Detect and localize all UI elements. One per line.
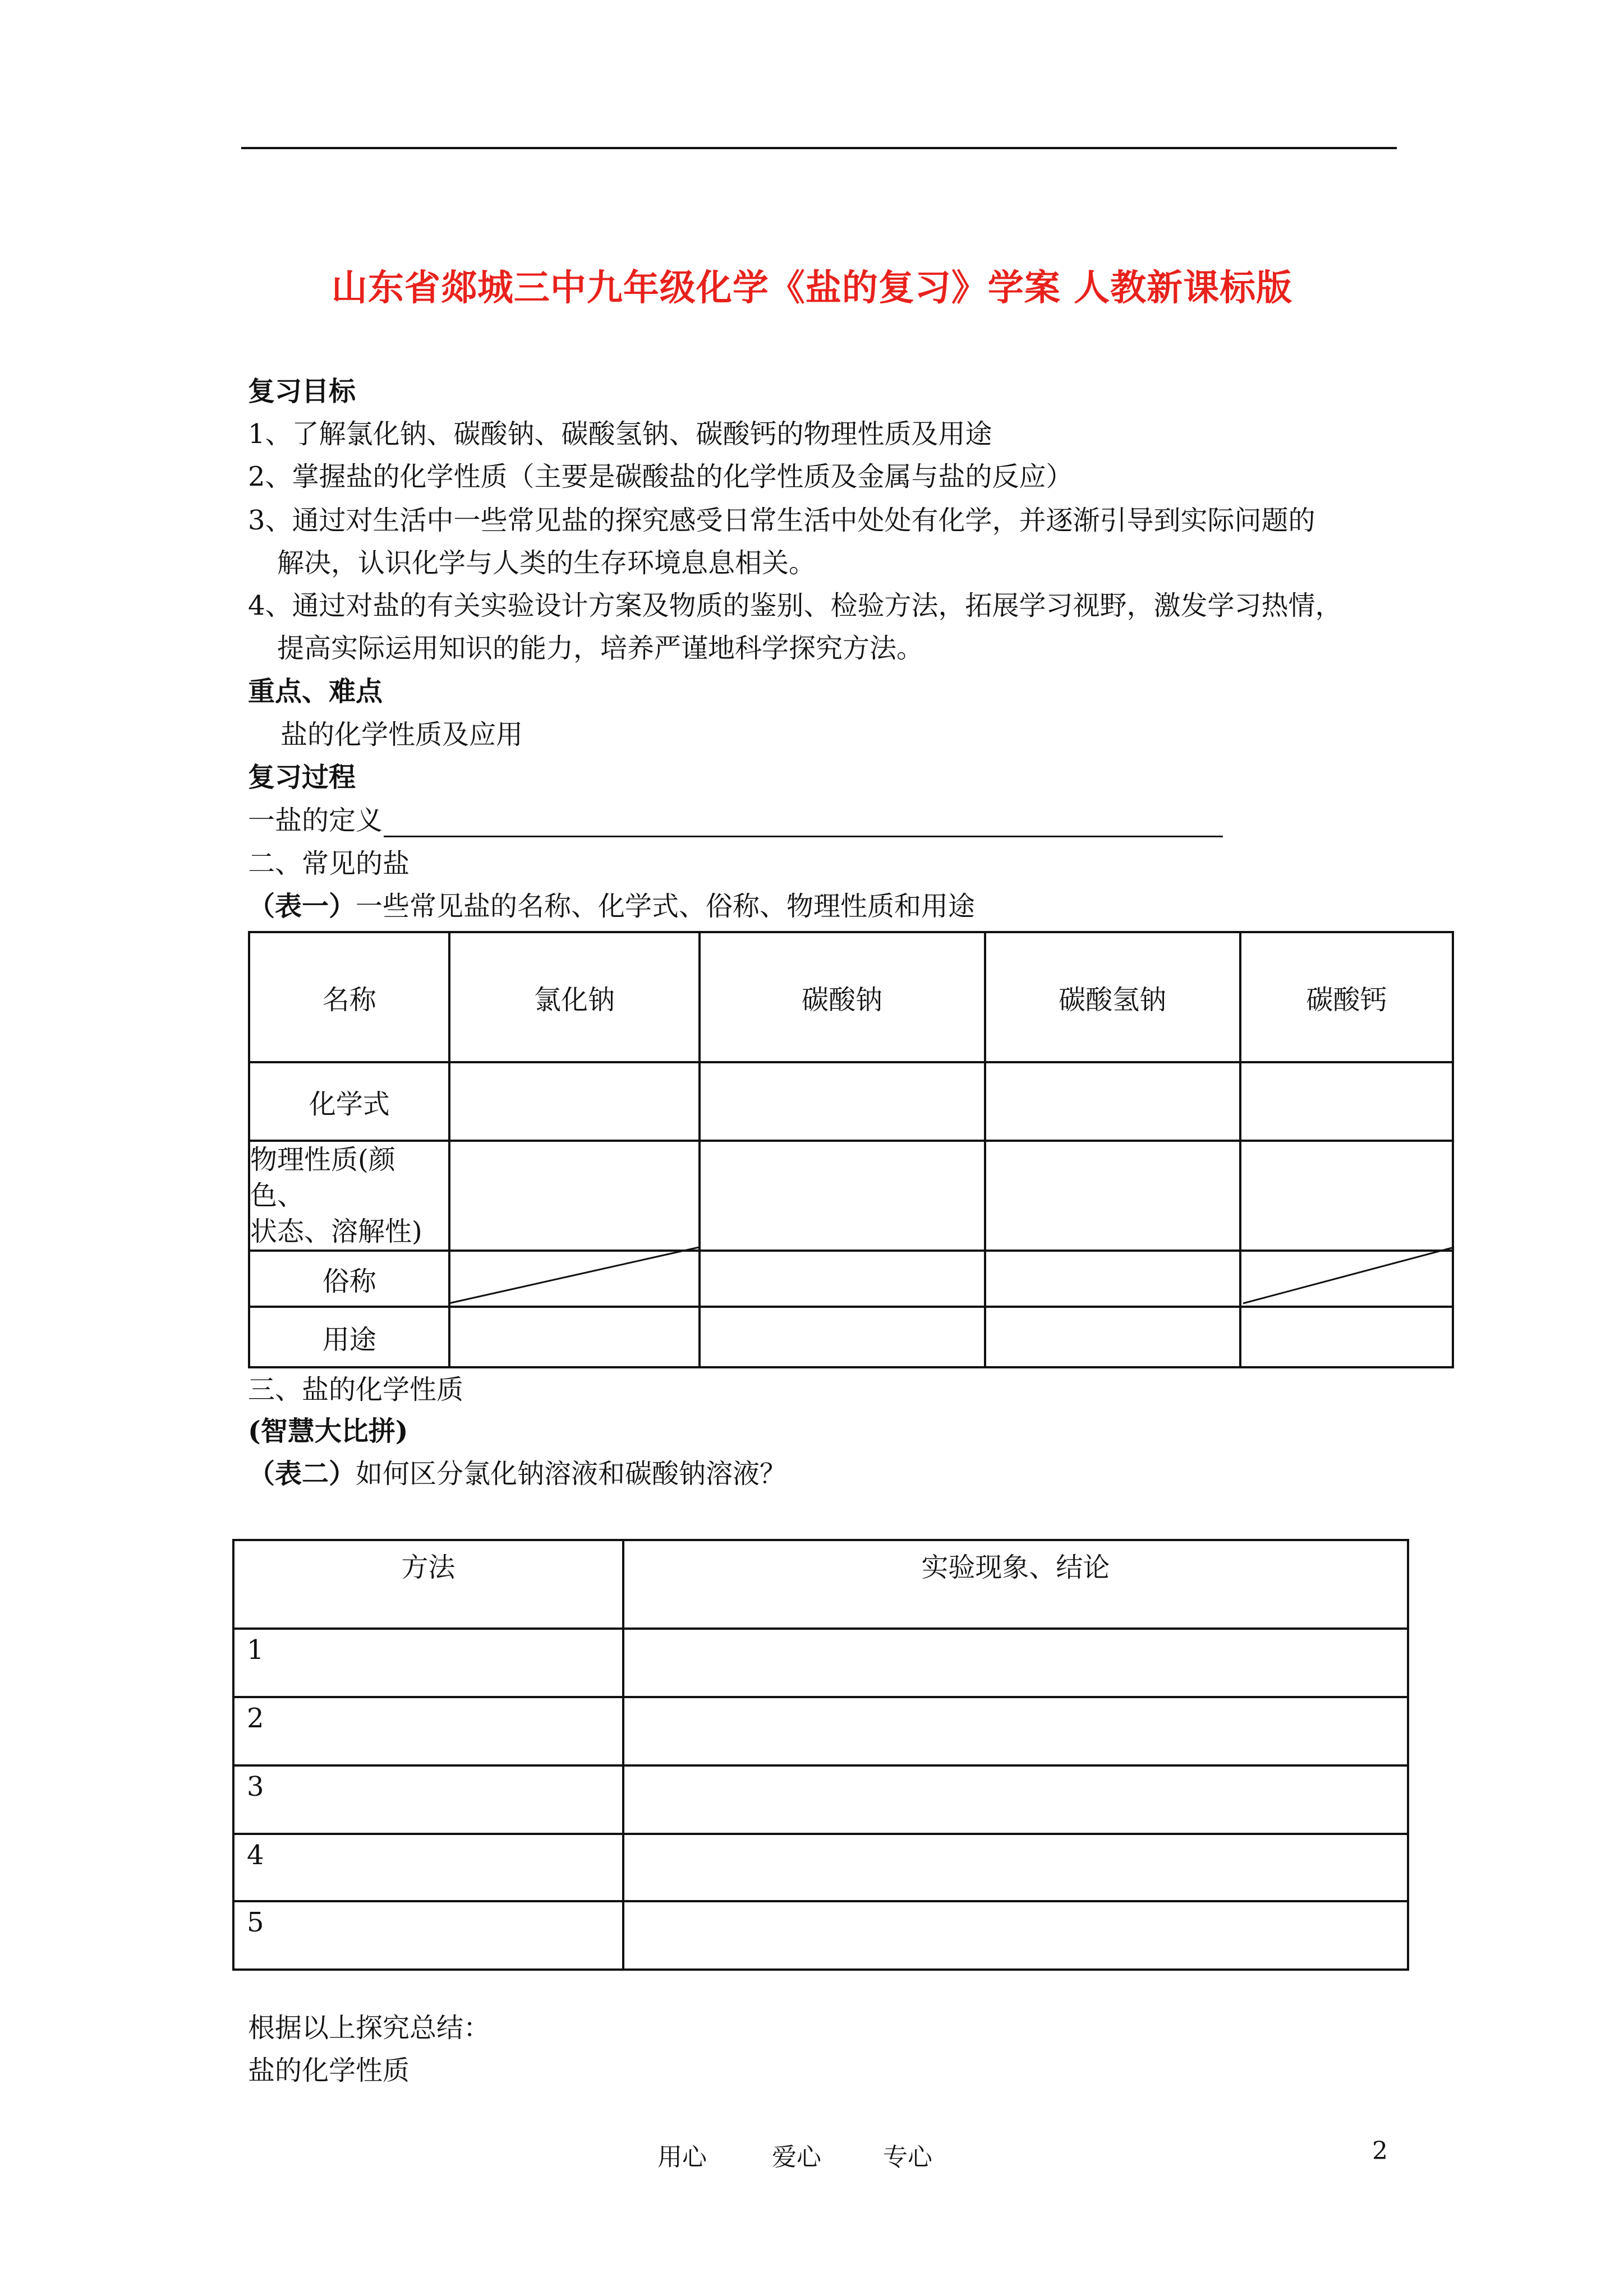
table2-caption-label: （表二） (248, 1458, 356, 1490)
summary-line: 根据以上探究总结： (248, 2012, 491, 2044)
table2-caption-text: 如何区分氯化钠溶液和碳酸钠溶液？ (356, 1458, 787, 1490)
section-chemical-properties: 三、盐的化学性质 (248, 1374, 464, 1405)
table1-header-cell: 氯化钠 (449, 932, 699, 1062)
summary-line: 盐的化学性质 (248, 2055, 410, 2086)
footer-word: 用心 (657, 2143, 707, 2171)
table1-row-label: 用途 (249, 1307, 449, 1367)
objective-item: 1、了解氯化钠、碳酸钠、碳酸氢钠、碳酸钙的物理性质及用途 (248, 418, 992, 450)
objective-item-continued: 提高实际运用知识的能力，培养严谨地科学探究方法。 (277, 633, 924, 664)
table2-method-number: 5 (233, 1901, 623, 1970)
objective-item: 4、通过对盐的有关实验设计方案及物质的鉴别、检验方法，拓展学习视野，激发学习热情， (248, 590, 1342, 621)
objective-item: 3、通过对生活中一些常见盐的探究感受日常生活中处处有化学，并逐渐引导到实际问题的 (248, 505, 1315, 536)
key-points-heading: 重点、难点 (248, 676, 383, 707)
page-number: 2 (1372, 2137, 1388, 2165)
page-title: 山东省郯城三中九年级化学《盐的复习》学案 人教新课标版 (331, 267, 1293, 309)
salt-definition-label: 一盐的定义 (248, 805, 383, 836)
physical-properties-line1: 物理性质(颜色、 (250, 1144, 395, 1211)
table2-caption (248, 1457, 786, 1491)
table1-row-label: 俗称 (249, 1251, 449, 1307)
physical-properties-line2: 状态、溶解性) (250, 1216, 422, 1247)
table1-header-cell: 名称 (249, 932, 449, 1062)
objectives-heading: 复习目标 (248, 376, 356, 407)
table1-caption-label: （表一） (248, 891, 356, 922)
table2-header-cell: 方法 (233, 1540, 623, 1629)
table1-header-cell: 碳酸钠 (700, 932, 985, 1062)
table2-method-number: 3 (233, 1765, 623, 1834)
table2-blank-cell (623, 1901, 1408, 1970)
objective-item: 2、掌握盐的化学性质（主要是碳酸盐的化学性质及金属与盐的反应） (248, 461, 1073, 492)
footer-word: 专心 (883, 2143, 932, 2171)
table2-header-cell: 实验现象、结论 (623, 1540, 1408, 1629)
table2-method-number: 1 (233, 1629, 623, 1697)
key-points-content: 盐的化学性质及应用 (280, 719, 523, 750)
objective-item-continued: 解决，认识化学与人类的生存环境息息相关。 (277, 547, 816, 579)
table2-method-number: 4 (233, 1834, 623, 1901)
table1-header-cell: 碳酸钙 (1240, 932, 1453, 1062)
process-heading: 复习过程 (248, 762, 356, 793)
table2-blank-cell (623, 1629, 1408, 1697)
section-common-salts: 二、常见的盐 (248, 848, 410, 879)
diagonal-line (1243, 1247, 1454, 1303)
table2-blank-cell (623, 1697, 1408, 1765)
contest-label: (智慧大比拼) (248, 1416, 408, 1447)
footer-word: 爱心 (772, 2143, 821, 2171)
table1-header-cell: 碳酸氢钠 (985, 932, 1240, 1062)
table1-caption-text: 一些常见盐的名称、化学式、俗称、物理性质和用途 (356, 891, 976, 922)
table1-row-label: 化学式 (249, 1062, 449, 1141)
distinguish-table (232, 1539, 1409, 1971)
table2-blank-cell (623, 1834, 1408, 1901)
table2-method-number: 2 (233, 1697, 623, 1765)
table2-blank-cell (623, 1765, 1408, 1834)
diagonal-line (449, 1247, 699, 1303)
